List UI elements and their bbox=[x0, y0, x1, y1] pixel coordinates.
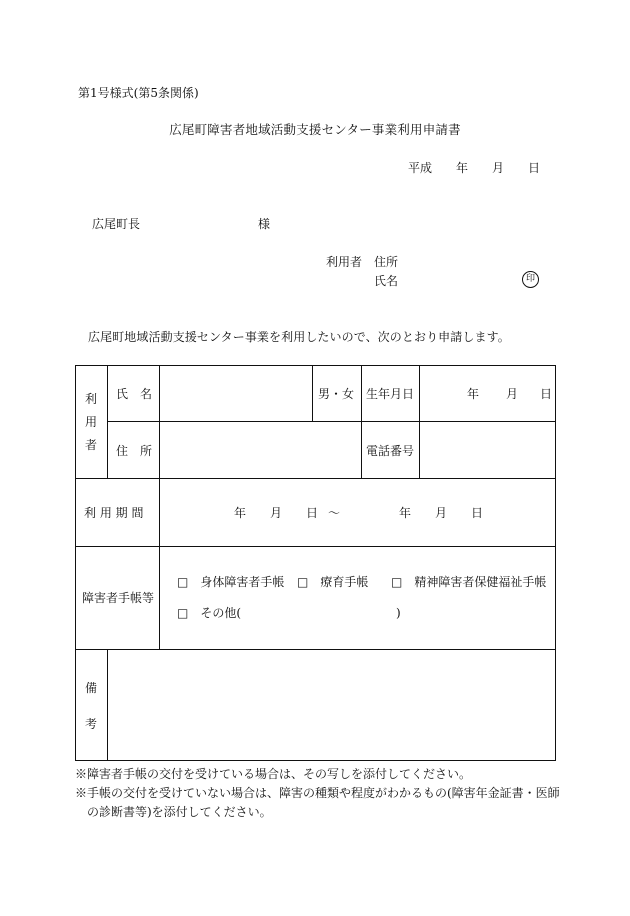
user-group-char-2: 用 bbox=[84, 415, 97, 429]
address-label: 住 所 bbox=[116, 444, 153, 458]
notes bbox=[75, 765, 560, 822]
period-end-day: 日 bbox=[471, 506, 484, 520]
period-separator: 〜 bbox=[328, 506, 341, 520]
remarks-char-1: 備 bbox=[84, 681, 97, 695]
date-era: 平成 bbox=[408, 161, 433, 175]
birth-day: 日 bbox=[540, 387, 553, 401]
addressee: 広尾町長 bbox=[92, 217, 141, 231]
applicant-name-label: 氏名 bbox=[374, 274, 399, 288]
col-divider-gender-birth bbox=[361, 365, 362, 478]
period-start-month: 月 bbox=[270, 506, 283, 520]
honorific: 様 bbox=[258, 217, 271, 231]
remarks-input[interactable] bbox=[110, 652, 554, 758]
name-label: 氏 名 bbox=[116, 387, 153, 401]
col-divider-birth-value bbox=[419, 365, 420, 478]
document-title: 広尾町障害者地域活動支援センター事業利用申請書 bbox=[169, 122, 461, 137]
date-year: 年 bbox=[456, 161, 469, 175]
gender-select[interactable]: 男・女 bbox=[318, 387, 355, 401]
period-label: 利 用 期 間 bbox=[84, 506, 144, 520]
note-line-3: の診断書等)を添付してください。 bbox=[75, 805, 272, 819]
applicant-address-label: 住所 bbox=[374, 255, 399, 269]
birth-date-label: 生年月日 bbox=[366, 387, 415, 401]
seal-mark-icon: 印 bbox=[522, 271, 539, 288]
address-input[interactable] bbox=[162, 424, 358, 475]
user-group-char-3: 者 bbox=[84, 438, 97, 452]
handbook-label: 障害者手帳等 bbox=[82, 591, 155, 605]
birth-month: 月 bbox=[506, 387, 519, 401]
date-day: 日 bbox=[528, 161, 541, 175]
col-divider-remarks bbox=[107, 649, 108, 761]
handbook-other-close: ) bbox=[396, 606, 401, 620]
row-divider-user-period bbox=[75, 478, 556, 479]
handbook-other-checkbox[interactable]: □ その他( bbox=[177, 606, 242, 620]
user-group-char-1: 利 bbox=[84, 392, 97, 406]
period-end-month: 月 bbox=[435, 506, 448, 520]
name-input[interactable] bbox=[162, 368, 310, 419]
row-divider-name-address bbox=[107, 421, 556, 422]
handbook-mental-checkbox[interactable]: □ 精神障害者保健福祉手帳 bbox=[391, 575, 547, 589]
birth-year: 年 bbox=[467, 387, 480, 401]
row-divider-handbook-remarks bbox=[75, 649, 556, 650]
period-end-year: 年 bbox=[399, 506, 412, 520]
handbook-other-input[interactable] bbox=[246, 604, 392, 620]
remarks-label bbox=[81, 682, 101, 741]
handbook-rehab-checkbox[interactable]: □ 療育手帳 bbox=[297, 575, 369, 589]
intro-statement: 広尾町地域活動支援センター事業を利用したいので、次のとおり申請します。 bbox=[88, 330, 510, 344]
period-start-year: 年 bbox=[234, 506, 247, 520]
remarks-char-2: 考 bbox=[84, 717, 97, 731]
period-start-day: 日 bbox=[306, 506, 319, 520]
note-line-1: ※障害者手帳の交付を受けている場合は、その写しを添付してください。 bbox=[75, 767, 472, 781]
applicant-label: 利用者 bbox=[326, 255, 363, 269]
col-divider-label-value bbox=[159, 365, 160, 649]
row-divider-period-handbook bbox=[75, 546, 556, 547]
note-line-2: ※手帳の交付を受けていない場合は、障害の種類や程度がわかるもの(障害年金証書・医師 bbox=[75, 786, 560, 800]
application-date bbox=[408, 162, 540, 174]
col-divider-name-gender bbox=[312, 365, 313, 421]
user-group-label bbox=[81, 393, 101, 462]
form-number: 第1号様式(第5条関係) bbox=[78, 86, 199, 100]
col-divider-user-group bbox=[107, 365, 108, 478]
phone-label: 電話番号 bbox=[366, 444, 415, 458]
phone-input[interactable] bbox=[422, 424, 554, 475]
date-month: 月 bbox=[492, 161, 505, 175]
handbook-physical-checkbox[interactable]: □ 身体障害者手帳 bbox=[177, 575, 285, 589]
